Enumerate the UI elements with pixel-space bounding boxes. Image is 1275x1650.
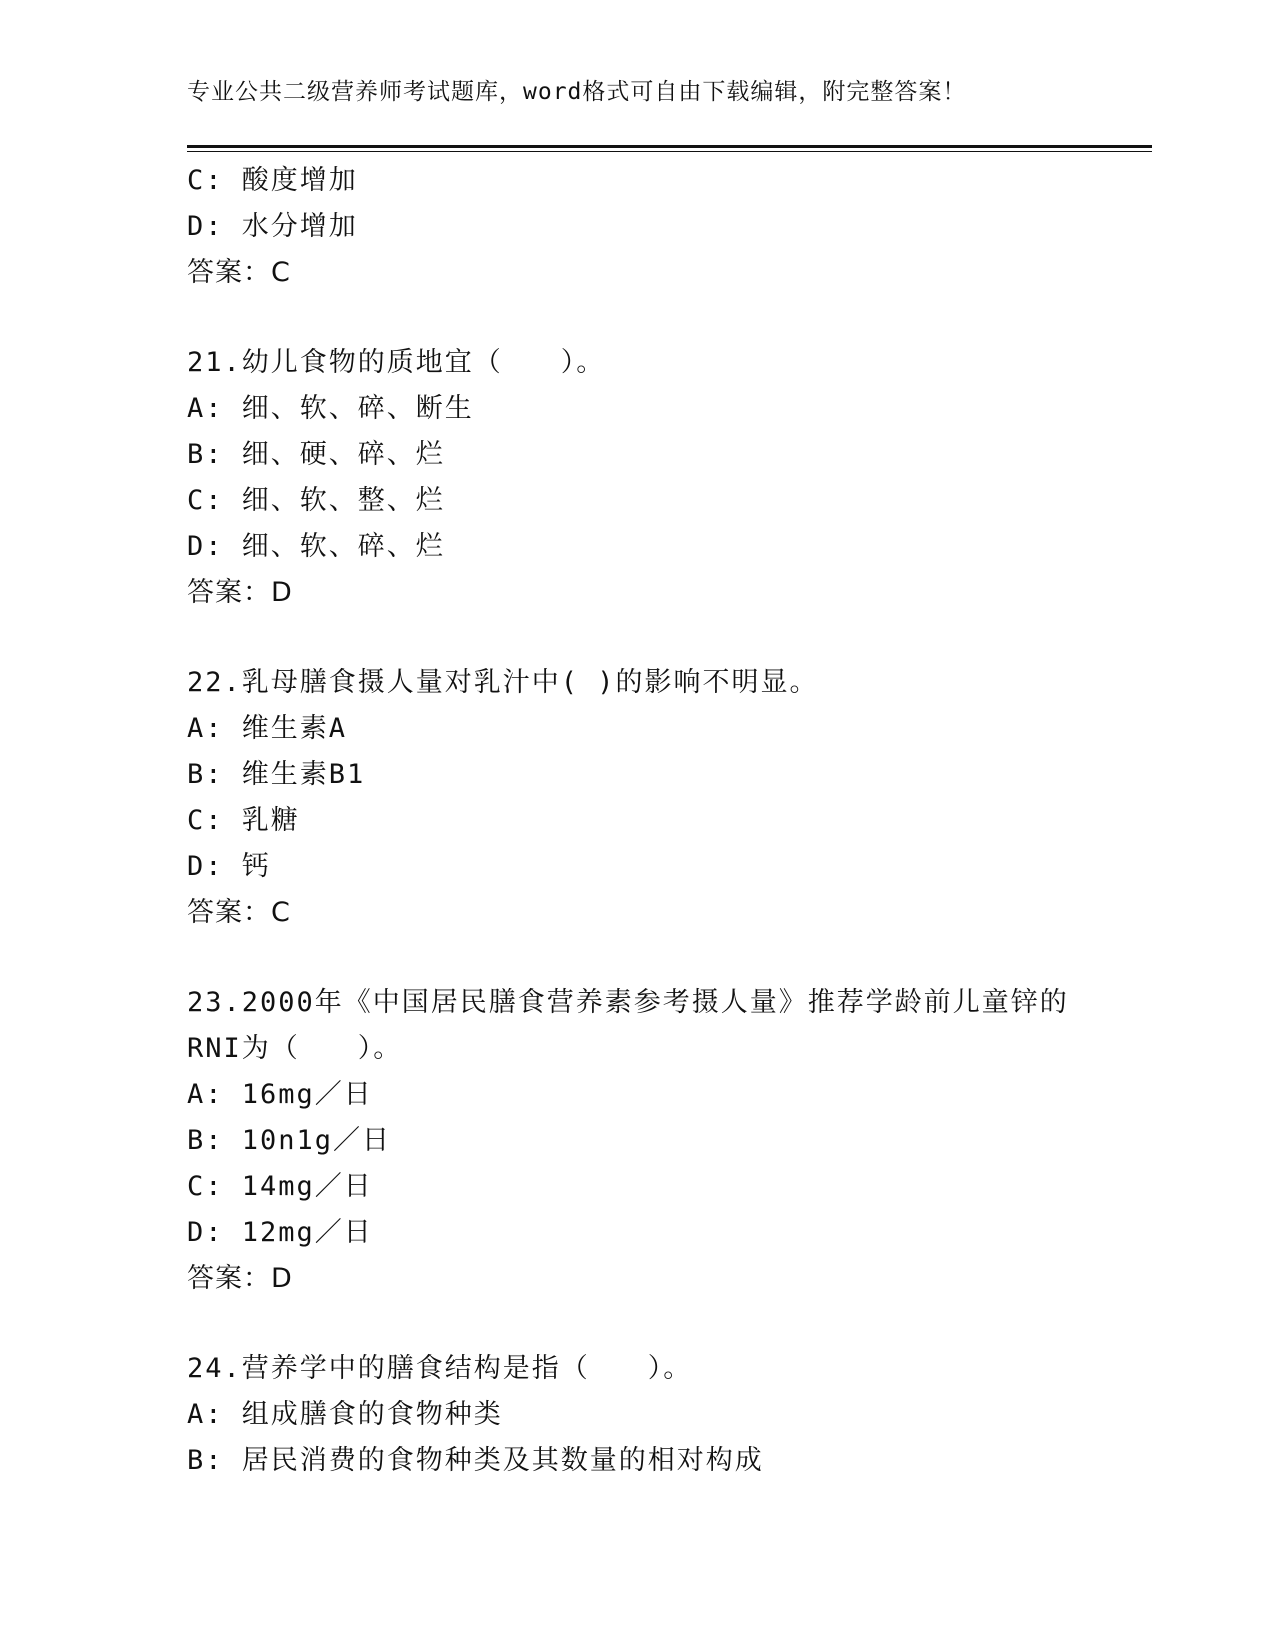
option-letter: D:: [187, 1217, 224, 1248]
option-text: 细、软、碎、断生: [241, 393, 474, 424]
option-letter: A:: [187, 1079, 224, 1110]
option-line: [187, 752, 1087, 798]
option-line: [187, 706, 1087, 752]
option-line: [187, 1072, 1087, 1118]
question-stem-continued: RNI为（ ）。: [187, 1033, 403, 1064]
option-letter: D:: [187, 851, 224, 882]
option-text: 细、软、整、烂: [241, 485, 445, 516]
option-line: [187, 158, 1087, 204]
option-text: 乳糖: [241, 805, 300, 836]
option-letter: B:: [187, 759, 224, 790]
option-text: 12mg／日: [241, 1217, 373, 1248]
option-text: 维生素B1: [241, 759, 366, 790]
spacer: [187, 936, 1087, 980]
answer-line: 答案：C: [187, 257, 291, 288]
option-line: [187, 432, 1087, 478]
option-line: [187, 1392, 1087, 1438]
option-letter: C:: [187, 1171, 224, 1202]
question-stem: 23.2000年《中国居民膳食营养素参考摄人量》推荐学龄前儿童锌的: [187, 987, 1069, 1018]
option-letter: C:: [187, 805, 224, 836]
answer-line: 答案：D: [187, 577, 293, 608]
header-rule-thin: [187, 151, 1152, 152]
option-letter: D:: [187, 531, 224, 562]
spacer: [187, 1302, 1087, 1346]
option-text: 水分增加: [241, 211, 358, 242]
option-letter: A:: [187, 1399, 224, 1430]
option-letter: A:: [187, 713, 224, 744]
spacer: [187, 296, 1087, 340]
question-stem: 21.幼儿食物的质地宜（ ）。: [187, 347, 606, 378]
option-letter: C:: [187, 485, 224, 516]
header-rule-thick: [187, 145, 1152, 148]
option-text: 组成膳食的食物种类: [241, 1399, 503, 1430]
answer-line: 答案：D: [187, 1263, 293, 1294]
option-line: [187, 1164, 1087, 1210]
option-line: [187, 798, 1087, 844]
option-line: [187, 1438, 1087, 1484]
option-text: 钙: [241, 851, 271, 882]
option-text: 居民消费的食物种类及其数量的相对构成: [241, 1445, 764, 1476]
option-text: 10n1g／日: [241, 1125, 392, 1156]
option-text: 酸度增加: [241, 165, 358, 196]
question-content: [187, 158, 1087, 1484]
option-text: 细、软、碎、烂: [241, 531, 445, 562]
option-letter: A:: [187, 393, 224, 424]
option-text: 细、硬、碎、烂: [241, 439, 445, 470]
option-text: 16mg／日: [241, 1079, 373, 1110]
option-line: [187, 386, 1087, 432]
question-stem: 22.乳母膳食摄人量对乳汁中( )的影响不明显。: [187, 667, 819, 698]
page-header: 专业公共二级营养师考试题库，word格式可自由下载编辑，附完整答案！: [187, 79, 967, 105]
option-letter: B:: [187, 1125, 224, 1156]
option-letter: B:: [187, 1445, 224, 1476]
option-letter: D:: [187, 211, 224, 242]
option-line: [187, 478, 1087, 524]
option-line: [187, 1118, 1087, 1164]
option-text: 14mg／日: [241, 1171, 373, 1202]
answer-line: 答案：C: [187, 897, 291, 928]
spacer: [187, 616, 1087, 660]
option-line: [187, 1210, 1087, 1256]
option-letter: B:: [187, 439, 224, 470]
option-letter: C:: [187, 165, 224, 196]
option-line: [187, 204, 1087, 250]
option-line: [187, 524, 1087, 570]
option-text: 维生素A: [241, 713, 348, 744]
option-line: [187, 844, 1087, 890]
question-stem: 24.营养学中的膳食结构是指（ ）。: [187, 1353, 693, 1384]
